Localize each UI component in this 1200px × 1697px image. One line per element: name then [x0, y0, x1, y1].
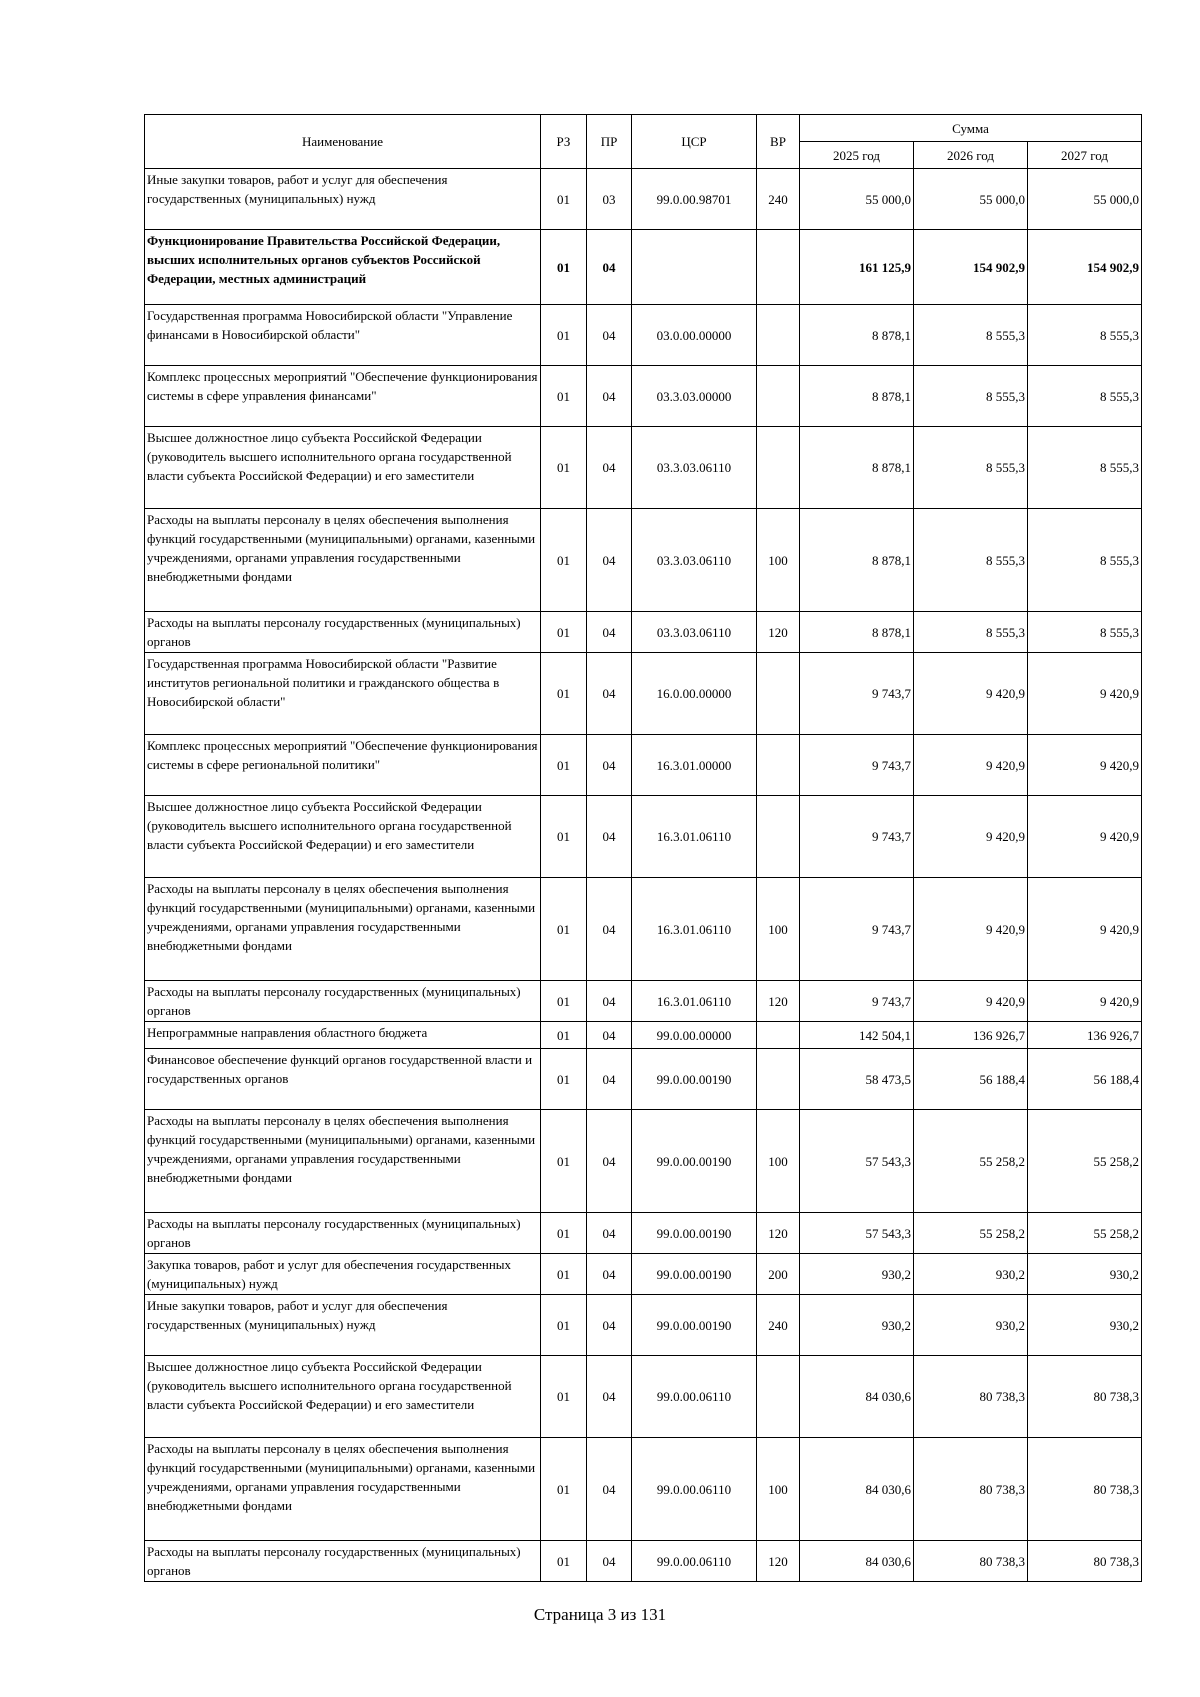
cell-2025: 142 504,1: [800, 1022, 914, 1049]
cell-2025: 8 878,1: [800, 366, 914, 427]
table-row: [145, 1254, 1142, 1295]
cell-rz: 01: [541, 981, 587, 1022]
table-row: [145, 735, 1142, 796]
cell-vr: [757, 366, 800, 427]
cell-csr: 99.0.00.00190: [632, 1110, 757, 1213]
cell-pr: 04: [587, 735, 632, 796]
cell-2026: 55 258,2: [914, 1110, 1028, 1213]
table-row: [145, 230, 1142, 305]
cell-2027: 9 420,9: [1028, 981, 1142, 1022]
cell-2027: 9 420,9: [1028, 653, 1142, 735]
cell-2026: 80 738,3: [914, 1541, 1028, 1582]
cell-name: Расходы на выплаты персоналу государственных (муниципальных) органов: [145, 1541, 541, 1582]
cell-pr: 04: [587, 796, 632, 878]
cell-2026: 56 188,4: [914, 1049, 1028, 1110]
cell-2025: 84 030,6: [800, 1541, 914, 1582]
cell-rz: 01: [541, 366, 587, 427]
table-row: [145, 1438, 1142, 1541]
cell-2025: 58 473,5: [800, 1049, 914, 1110]
cell-vr: 200: [757, 1254, 800, 1295]
cell-rz: 01: [541, 1022, 587, 1049]
cell-2027: 930,2: [1028, 1295, 1142, 1356]
cell-name: Финансовое обеспечение функций органов государственной власти и государственных органов: [145, 1049, 541, 1110]
cell-2027: 930,2: [1028, 1254, 1142, 1295]
cell-rz: 01: [541, 735, 587, 796]
cell-csr: 99.0.00.06110: [632, 1438, 757, 1541]
cell-vr: [757, 230, 800, 305]
cell-vr: [757, 305, 800, 366]
cell-csr: 16.3.01.06110: [632, 796, 757, 878]
table-row: [145, 305, 1142, 366]
cell-pr: 03: [587, 169, 632, 230]
cell-name: Расходы на выплаты персоналу государственных (муниципальных) органов: [145, 981, 541, 1022]
table-row: [145, 1541, 1142, 1582]
cell-name: Расходы на выплаты персоналу в целях обеспечения выполнения функций государственными (муниципальными) органами, казенными учреждениями, органами управления государственными внебюджетными фондами: [145, 509, 541, 612]
table-row: [145, 796, 1142, 878]
cell-2027: 8 555,3: [1028, 366, 1142, 427]
table-row: [145, 1049, 1142, 1110]
header-vr: ВР: [757, 115, 800, 169]
header-2025: 2025 год: [800, 142, 914, 169]
cell-2027: 9 420,9: [1028, 735, 1142, 796]
cell-vr: 120: [757, 612, 800, 653]
cell-pr: 04: [587, 230, 632, 305]
cell-vr: [757, 1356, 800, 1438]
header-name: Наименование: [145, 115, 541, 169]
cell-2025: 9 743,7: [800, 735, 914, 796]
cell-vr: [757, 796, 800, 878]
header-pr: ПР: [587, 115, 632, 169]
cell-vr: 100: [757, 878, 800, 981]
cell-name: Расходы на выплаты персоналу государственных (муниципальных) органов: [145, 1213, 541, 1254]
cell-2025: 8 878,1: [800, 509, 914, 612]
cell-name: Закупка товаров, работ и услуг для обеспечения государственных (муниципальных) нужд: [145, 1254, 541, 1295]
cell-2026: 55 000,0: [914, 169, 1028, 230]
cell-csr: 16.0.00.00000: [632, 653, 757, 735]
cell-2026: 9 420,9: [914, 735, 1028, 796]
cell-2026: 9 420,9: [914, 981, 1028, 1022]
cell-csr: [632, 230, 757, 305]
cell-vr: 120: [757, 1213, 800, 1254]
cell-2026: 8 555,3: [914, 509, 1028, 612]
cell-pr: 04: [587, 612, 632, 653]
cell-2025: 8 878,1: [800, 612, 914, 653]
cell-pr: 04: [587, 1022, 632, 1049]
cell-csr: 99.0.00.00000: [632, 1022, 757, 1049]
cell-pr: 04: [587, 653, 632, 735]
cell-rz: 01: [541, 1213, 587, 1254]
cell-name: Непрограммные направления областного бюджета: [145, 1022, 541, 1049]
cell-vr: [757, 653, 800, 735]
cell-rz: 01: [541, 878, 587, 981]
cell-name: Высшее должностное лицо субъекта Российской Федерации (руководитель высшего исполнительного органа государственной власти субъекта Российской Федерации) и его заместители: [145, 1356, 541, 1438]
table-row: [145, 1356, 1142, 1438]
cell-rz: 01: [541, 796, 587, 878]
cell-csr: 99.0.00.00190: [632, 1049, 757, 1110]
cell-2027: 80 738,3: [1028, 1438, 1142, 1541]
table-row: [145, 1295, 1142, 1356]
cell-2027: 8 555,3: [1028, 427, 1142, 509]
cell-2026: 8 555,3: [914, 305, 1028, 366]
table-row: [145, 878, 1142, 981]
cell-vr: 240: [757, 169, 800, 230]
cell-2027: 136 926,7: [1028, 1022, 1142, 1049]
header-csr: ЦСР: [632, 115, 757, 169]
cell-name: Иные закупки товаров, работ и услуг для обеспечения государственных (муниципальных) нужд: [145, 169, 541, 230]
cell-2025: 9 743,7: [800, 653, 914, 735]
cell-pr: 04: [587, 366, 632, 427]
cell-pr: 04: [587, 1295, 632, 1356]
cell-csr: 99.0.00.00190: [632, 1295, 757, 1356]
cell-name: Расходы на выплаты персоналу государственных (муниципальных) органов: [145, 612, 541, 653]
table-row: [145, 509, 1142, 612]
budget-table: [144, 114, 1142, 1582]
cell-vr: [757, 735, 800, 796]
table-row: [145, 981, 1142, 1022]
cell-rz: 01: [541, 1295, 587, 1356]
cell-2027: 8 555,3: [1028, 509, 1142, 612]
cell-pr: 04: [587, 1254, 632, 1295]
cell-2026: 8 555,3: [914, 366, 1028, 427]
cell-rz: 01: [541, 305, 587, 366]
cell-csr: 99.0.00.00190: [632, 1213, 757, 1254]
cell-pr: 04: [587, 509, 632, 612]
cell-csr: 16.3.01.00000: [632, 735, 757, 796]
cell-2026: 9 420,9: [914, 653, 1028, 735]
cell-2025: 930,2: [800, 1254, 914, 1295]
cell-csr: 99.0.00.00190: [632, 1254, 757, 1295]
table-body: [145, 169, 1142, 1582]
cell-name: Иные закупки товаров, работ и услуг для обеспечения государственных (муниципальных) нужд: [145, 1295, 541, 1356]
cell-csr: 03.3.03.06110: [632, 427, 757, 509]
cell-2025: 9 743,7: [800, 796, 914, 878]
cell-2025: 57 543,3: [800, 1110, 914, 1213]
cell-rz: 01: [541, 169, 587, 230]
header-2027: 2027 год: [1028, 142, 1142, 169]
cell-2025: 55 000,0: [800, 169, 914, 230]
cell-rz: 01: [541, 509, 587, 612]
cell-2027: 56 188,4: [1028, 1049, 1142, 1110]
header-2026: 2026 год: [914, 142, 1028, 169]
cell-csr: 99.0.00.06110: [632, 1356, 757, 1438]
cell-2025: 84 030,6: [800, 1438, 914, 1541]
table-row: [145, 427, 1142, 509]
cell-2026: 9 420,9: [914, 878, 1028, 981]
cell-2026: 9 420,9: [914, 796, 1028, 878]
table-row: [145, 612, 1142, 653]
cell-2027: 8 555,3: [1028, 612, 1142, 653]
cell-2026: 136 926,7: [914, 1022, 1028, 1049]
cell-pr: 04: [587, 1110, 632, 1213]
cell-csr: 16.3.01.06110: [632, 981, 757, 1022]
cell-rz: 01: [541, 1110, 587, 1213]
cell-vr: [757, 1049, 800, 1110]
table-row: [145, 1213, 1142, 1254]
cell-2027: 80 738,3: [1028, 1356, 1142, 1438]
table-row: [145, 169, 1142, 230]
cell-name: Комплекс процессных мероприятий "Обеспечение функционирования системы в сфере региональной политики": [145, 735, 541, 796]
cell-2025: 8 878,1: [800, 427, 914, 509]
cell-2025: 8 878,1: [800, 305, 914, 366]
cell-rz: 01: [541, 1438, 587, 1541]
cell-pr: 04: [587, 1049, 632, 1110]
table-row: [145, 1110, 1142, 1213]
cell-2027: 80 738,3: [1028, 1541, 1142, 1582]
cell-2025: 9 743,7: [800, 981, 914, 1022]
cell-2025: 9 743,7: [800, 878, 914, 981]
cell-pr: 04: [587, 1438, 632, 1541]
cell-2027: 154 902,9: [1028, 230, 1142, 305]
cell-pr: 04: [587, 878, 632, 981]
cell-vr: [757, 1022, 800, 1049]
cell-name: Государственная программа Новосибирской области "Развитие институтов региональной политики и гражданского общества в Новосибирской области": [145, 653, 541, 735]
cell-2027: 9 420,9: [1028, 878, 1142, 981]
cell-rz: 01: [541, 1049, 587, 1110]
cell-2026: 80 738,3: [914, 1438, 1028, 1541]
cell-2027: 9 420,9: [1028, 796, 1142, 878]
cell-rz: 01: [541, 427, 587, 509]
cell-2026: 8 555,3: [914, 427, 1028, 509]
cell-pr: 04: [587, 305, 632, 366]
cell-pr: 04: [587, 981, 632, 1022]
cell-pr: 04: [587, 427, 632, 509]
cell-2027: 55 258,2: [1028, 1213, 1142, 1254]
cell-vr: 240: [757, 1295, 800, 1356]
cell-rz: 01: [541, 1356, 587, 1438]
cell-rz: 01: [541, 612, 587, 653]
cell-rz: 01: [541, 1541, 587, 1582]
cell-vr: 100: [757, 509, 800, 612]
cell-name: Комплекс процессных мероприятий "Обеспечение функционирования системы в сфере управления финансами": [145, 366, 541, 427]
cell-2026: 154 902,9: [914, 230, 1028, 305]
header-sum: Сумма: [800, 115, 1142, 142]
header-rz: РЗ: [541, 115, 587, 169]
table-row: [145, 366, 1142, 427]
cell-csr: 03.3.03.06110: [632, 509, 757, 612]
cell-2026: 80 738,3: [914, 1356, 1028, 1438]
cell-csr: 99.0.00.06110: [632, 1541, 757, 1582]
cell-rz: 01: [541, 653, 587, 735]
cell-pr: 04: [587, 1213, 632, 1254]
cell-2027: 8 555,3: [1028, 305, 1142, 366]
cell-vr: 100: [757, 1438, 800, 1541]
cell-2026: 930,2: [914, 1254, 1028, 1295]
cell-vr: 120: [757, 981, 800, 1022]
cell-2025: 57 543,3: [800, 1213, 914, 1254]
cell-2027: 55 000,0: [1028, 169, 1142, 230]
cell-2025: 930,2: [800, 1295, 914, 1356]
cell-name: Высшее должностное лицо субъекта Российской Федерации (руководитель высшего исполнительного органа государственной власти субъекта Российской Федерации) и его заместители: [145, 427, 541, 509]
page-number: Страница 3 из 131: [533, 1605, 667, 1624]
cell-2026: 8 555,3: [914, 612, 1028, 653]
cell-csr: 03.0.00.00000: [632, 305, 757, 366]
cell-vr: [757, 427, 800, 509]
cell-csr: 03.3.03.00000: [632, 366, 757, 427]
cell-name: Расходы на выплаты персоналу в целях обеспечения выполнения функций государственными (муниципальными) органами, казенными учреждениями, органами управления государственными внебюджетными фондами: [145, 1110, 541, 1213]
cell-rz: 01: [541, 230, 587, 305]
cell-name: Функционирование Правительства Российской Федерации, высших исполнительных органов субъектов Российской Федерации, местных администраций: [145, 230, 541, 305]
cell-2025: 84 030,6: [800, 1356, 914, 1438]
cell-2027: 55 258,2: [1028, 1110, 1142, 1213]
cell-2025: 161 125,9: [800, 230, 914, 305]
cell-vr: 120: [757, 1541, 800, 1582]
table-row: [145, 1022, 1142, 1049]
cell-rz: 01: [541, 1254, 587, 1295]
cell-2026: 930,2: [914, 1295, 1028, 1356]
cell-csr: 16.3.01.06110: [632, 878, 757, 981]
cell-name: Расходы на выплаты персоналу в целях обеспечения выполнения функций государственными (муниципальными) органами, казенными учреждениями, органами управления государственными внебюджетными фондами: [145, 1438, 541, 1541]
cell-2026: 55 258,2: [914, 1213, 1028, 1254]
cell-pr: 04: [587, 1541, 632, 1582]
cell-csr: 99.0.00.98701: [632, 169, 757, 230]
cell-name: Государственная программа Новосибирской области "Управление финансами в Новосибирской области": [145, 305, 541, 366]
table-row: [145, 653, 1142, 735]
cell-name: Высшее должностное лицо субъекта Российской Федерации (руководитель высшего исполнительного органа государственной власти субъекта Российской Федерации) и его заместители: [145, 796, 541, 878]
cell-csr: 03.3.03.06110: [632, 612, 757, 653]
cell-vr: 100: [757, 1110, 800, 1213]
cell-pr: 04: [587, 1356, 632, 1438]
cell-name: Расходы на выплаты персоналу в целях обеспечения выполнения функций государственными (муниципальными) органами, казенными учреждениями, органами управления государственными внебюджетными фондами: [145, 878, 541, 981]
